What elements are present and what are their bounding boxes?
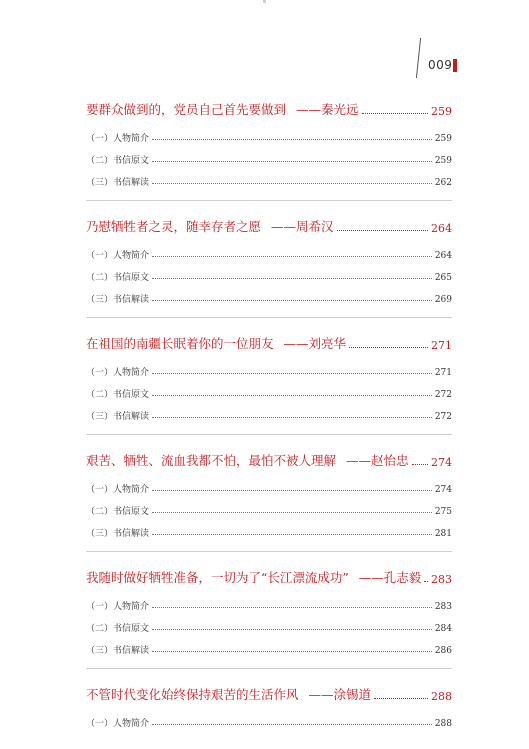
dot-leader	[152, 651, 432, 652]
dot-leader	[152, 256, 432, 257]
toc-chapter	[86, 200, 452, 305]
toc-entry[interactable]	[86, 707, 452, 729]
entry-page-number: 271	[434, 368, 452, 378]
toc-entry[interactable]	[86, 378, 452, 400]
chapter-author: ——刘亮华	[283, 336, 347, 351]
entry-label: （二）书信原文	[86, 273, 150, 283]
page-number: 009	[428, 58, 453, 72]
entry-page-number: 274	[434, 485, 452, 495]
chapter-heading[interactable]	[86, 447, 452, 469]
entry-page-number: 269	[434, 295, 452, 305]
toc-entry[interactable]	[86, 239, 452, 261]
dot-leader	[362, 113, 428, 114]
dot-leader	[152, 373, 432, 374]
entry-page-number: 288	[434, 719, 452, 729]
toc-chapter	[86, 434, 452, 539]
toc-entry[interactable]	[86, 495, 452, 517]
chapter-title: 乃慰牺牲者之灵，随幸存者之愿	[86, 219, 262, 234]
dot-leader	[152, 183, 432, 184]
chapter-heading[interactable]	[86, 564, 452, 586]
chapter-author: ——赵怡忠	[346, 453, 409, 468]
entry-label: （二）书信原文	[86, 156, 150, 166]
dot-leader	[152, 139, 432, 140]
chapter-author: ——秦光远	[296, 102, 359, 117]
entry-label: （三）书信解读	[86, 646, 150, 656]
dot-leader	[152, 300, 432, 301]
dot-leader	[152, 512, 432, 513]
table-of-contents	[86, 96, 452, 729]
chapter-title: 我随时做好牺牲准备，一切为了“长江漂流成功”	[86, 570, 349, 585]
chapter-page-number: 283	[431, 573, 452, 586]
dot-leader	[337, 230, 428, 231]
chapter-page-number: 271	[431, 339, 452, 352]
toc-entry[interactable]	[86, 144, 452, 166]
toc-entry[interactable]	[86, 261, 452, 283]
chapter-title: 在祖国的南疆长眠着你的一位朋友	[86, 336, 274, 351]
chapter-title: 不管时代变化始终保持艰苦的生活作风	[86, 687, 299, 702]
entry-label: （三）书信解读	[86, 412, 150, 422]
entry-label: （三）书信解读	[86, 529, 150, 539]
page-folio	[418, 36, 478, 78]
entry-label: （一）人物简介	[86, 368, 150, 378]
dot-leader	[349, 347, 428, 348]
toc-chapter	[86, 96, 452, 188]
entry-page-number: 264	[434, 251, 452, 261]
entry-label: （二）书信原文	[86, 507, 150, 517]
dot-leader	[152, 395, 432, 396]
entry-page-number: 272	[434, 390, 452, 400]
entry-label: （一）人物简介	[86, 602, 150, 612]
chapter-page-number: 288	[431, 690, 452, 703]
toc-entry[interactable]	[86, 634, 452, 656]
toc-entry[interactable]	[86, 356, 452, 378]
dot-leader	[152, 161, 432, 162]
toc-entry[interactable]	[86, 122, 452, 144]
chapter-author: ——涂锡道	[308, 687, 372, 702]
entry-label: （一）人物简介	[86, 719, 150, 729]
toc-chapter	[86, 317, 452, 422]
chapter-heading[interactable]	[86, 330, 452, 352]
chapter-author: ——孔志毅	[358, 570, 422, 585]
toc-entry[interactable]	[86, 590, 452, 612]
toc-entry[interactable]	[86, 166, 452, 188]
entry-label: （二）书信原文	[86, 624, 150, 634]
dot-leader	[152, 417, 432, 418]
entry-label: （一）人物简介	[86, 251, 150, 261]
chapter-title: 艰苦、牺牲、流血我都不怕，最怕不被人理解	[86, 453, 337, 468]
toc-entry[interactable]	[86, 517, 452, 539]
toc-entry[interactable]	[86, 612, 452, 634]
toc-entry[interactable]	[86, 283, 452, 305]
entry-page-number: 259	[434, 156, 452, 166]
dot-leader	[152, 278, 432, 279]
entry-page-number: 265	[434, 273, 452, 283]
chapter-heading[interactable]	[86, 96, 452, 118]
chapter-page-number: 264	[431, 222, 452, 235]
toc-chapter	[86, 551, 452, 656]
entry-label: （三）书信解读	[86, 295, 150, 305]
folio-red-bar	[453, 59, 457, 72]
entry-label: （一）人物简介	[86, 134, 150, 144]
entry-label: （二）书信原文	[86, 390, 150, 400]
chapter-heading[interactable]	[86, 681, 452, 703]
entry-page-number: 286	[434, 646, 452, 656]
entry-page-number: 259	[434, 134, 452, 144]
chapter-page-number: 259	[431, 105, 452, 118]
dot-leader	[152, 490, 432, 491]
entry-page-number: 272	[434, 412, 452, 422]
dot-leader	[152, 607, 432, 608]
dot-leader	[152, 629, 432, 630]
dot-leader	[412, 464, 428, 465]
toc-chapter	[86, 668, 452, 729]
page-top-mark	[263, 0, 266, 3]
entry-page-number: 262	[434, 178, 452, 188]
chapter-heading[interactable]	[86, 213, 452, 235]
dot-leader	[152, 534, 432, 535]
chapter-page-number: 274	[431, 456, 452, 469]
dot-leader	[374, 698, 428, 699]
toc-entry[interactable]	[86, 473, 452, 495]
chapter-title: 要群众做到的，党员自己首先要做到	[86, 102, 287, 117]
chapter-author: ——周希汉	[271, 219, 334, 234]
entry-page-number: 275	[434, 507, 452, 517]
entry-page-number: 281	[434, 529, 452, 539]
entry-page-number: 283	[434, 602, 452, 612]
entry-page-number: 284	[434, 624, 452, 634]
toc-entry[interactable]	[86, 400, 452, 422]
dot-leader	[152, 724, 432, 725]
entry-label: （一）人物简介	[86, 485, 150, 495]
folio-rule	[416, 38, 421, 78]
entry-label: （三）书信解读	[86, 178, 150, 188]
dot-leader	[424, 581, 428, 582]
